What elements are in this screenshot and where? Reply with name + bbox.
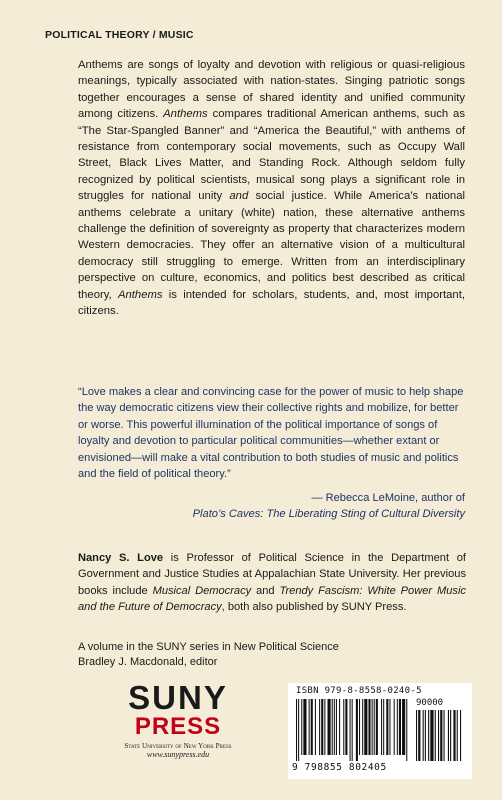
barcode-bar: [423, 710, 424, 761]
barcode-bar: [416, 710, 417, 761]
price-code: 90000: [416, 698, 444, 708]
barcode-bar: [376, 699, 378, 755]
publisher-url: www.sunypress.edu: [146, 750, 210, 759]
barcode-bar: [328, 699, 331, 755]
barcode-bar: [350, 699, 351, 761]
barcode-bar: [394, 699, 395, 755]
barcode-bar: [301, 699, 302, 755]
isbn-label: ISBN 979-8-8558-0240-5: [296, 686, 422, 696]
barcode-bar: [438, 710, 439, 761]
barcode-bar: [386, 699, 388, 755]
category-label: POLITICAL THEORY / MUSIC: [45, 29, 194, 41]
barcode-bar: [406, 699, 407, 761]
barcode-bar: [444, 710, 445, 761]
barcode-bar: [425, 710, 426, 761]
isbn-barcode: [288, 683, 472, 779]
barcode-bar: [352, 699, 353, 761]
barcode-bar: [374, 699, 375, 755]
barcode-bar: [362, 699, 363, 755]
barcode-bar: [418, 710, 420, 761]
barcode-bar: [324, 699, 325, 755]
barcode-bars: [296, 699, 408, 761]
barcode-bar: [372, 699, 373, 755]
endorsement-quote: “Love makes a clear and convincing case for the power of music to help shape the way democratic citizens view their collective rights and mobilize, for better or worse. This powerful illumination of the political importance of songs of loyalty and devotion to particular political communities—whether extant or envisioned—will make a vital contribution to both studies of music and politics and the field of political theory.”: [78, 386, 464, 481]
barcode-bar: [399, 699, 401, 755]
barcode-bar: [440, 710, 442, 761]
barcode-bar: [364, 699, 367, 755]
barcode-bar: [343, 699, 344, 755]
barcode-bar: [460, 710, 461, 761]
barcode-bar: [450, 710, 451, 761]
barcode-bar: [311, 699, 313, 755]
endorsement-attribution: — Rebecca LeMoine, author of Plato’s Caves: The Liberating Sting of Cultural Diversity: [192, 492, 465, 521]
barcode-bar: [381, 699, 382, 755]
barcode-bar: [397, 699, 398, 755]
endorser-book-title: Plato’s Caves: The Liberating Sting of Cultural Diversity: [192, 508, 465, 521]
barcode-bar: [389, 699, 390, 755]
barcode-bar: [430, 710, 433, 761]
barcode-bar: [383, 699, 384, 755]
barcode-bar: [336, 699, 337, 755]
series-line: A volume in the SUNY series in New Political Science: [78, 641, 339, 653]
barcode-bar: [453, 710, 455, 761]
barcode-bar: [321, 699, 323, 755]
barcode-bar: [315, 699, 316, 755]
barcode-addon-bars: [416, 710, 466, 761]
barcode-bar: [457, 710, 458, 761]
barcode-bar: [448, 710, 449, 761]
logo-press-text: PRESS: [134, 713, 222, 740]
publisher-full-name: State University of New York Press: [124, 742, 232, 750]
book-title-italic: Anthems: [117, 288, 163, 301]
barcode-number: 9 798855 802405: [292, 762, 387, 773]
logo-suny-text: SUNY: [128, 679, 228, 716]
barcode-bar: [334, 699, 335, 755]
barcode-bar: [296, 699, 297, 761]
barcode-bar: [332, 699, 333, 755]
barcode-bar: [339, 699, 340, 755]
series-info: [78, 640, 466, 669]
barcode-bar: [309, 699, 310, 755]
author-bio: Nancy S. Love is Professor of Political Science in the Department of Government and Justice Studies at Appalachian State University. Her previous books include Musical Democracy and Trendy Fascism: White Power Music and the Future of Democracy, both also published by SUNY Press.: [78, 552, 466, 614]
suny-press-logo: [118, 679, 238, 759]
barcode-bar: [319, 699, 320, 755]
barcode-bar: [356, 699, 358, 761]
barcode-bar: [345, 699, 347, 755]
barcode-bar: [359, 699, 360, 755]
barcode-bar: [402, 699, 405, 755]
author-name: Nancy S. Love: [78, 552, 164, 564]
book-title-italic: Anthems: [163, 108, 208, 121]
barcode-bar: [428, 710, 429, 761]
barcode-bar: [435, 710, 436, 761]
barcode-bar: [303, 699, 306, 755]
barcode-bar: [298, 699, 299, 761]
barcode-bar: [368, 699, 370, 755]
series-editor: Bradley J. Macdonald, editor: [78, 655, 218, 668]
book-description: Anthems are songs of loyalty and devotion with religious or quasi-religious meanings, typically associated with nation-states. Singing patriotic songs together encourages a sense of shared identity and unified community among citizens. Anthems compares traditional American anthems, such as “The Star-Spangled Banner” and “America the Beautiful,” with anthems of resistance from contemporary social movements, such as Occupy Wall Street, Black Lives Matter, and Standing Rock. Although seldom fully recognized by political scientists, musical song plays a significant role in struggles for national unity and social justice. While America’s national anthems celebrate a unitary (white) nation, these alternative anthems challenge the definition of sovereignty as property that characterizes modern Western democracies. They offer an alternative vision of a multicultural democracy still struggling to emerge. Written from an interdisciplinary perspective on culture, economics, and politics best described as critical theory, Anthems is intended for scholars, students, and, most important, citizens.: [78, 59, 465, 318]
